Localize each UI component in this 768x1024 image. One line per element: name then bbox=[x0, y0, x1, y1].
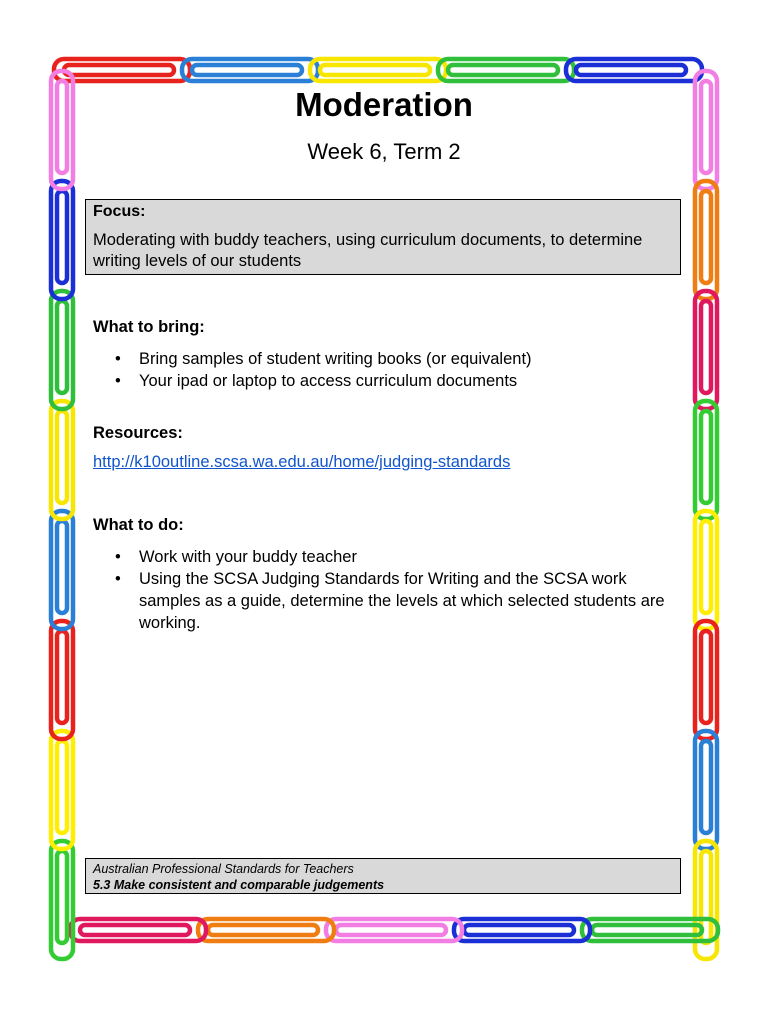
paperclip-icon bbox=[51, 621, 73, 739]
resource-link[interactable]: http://k10outline.scsa.wa.edu.au/home/judging-standards bbox=[93, 453, 511, 471]
bring-heading: What to bring: bbox=[93, 318, 205, 336]
standards-line1: Australian Professional Standards for Teachers bbox=[93, 862, 354, 876]
resources-heading: Resources: bbox=[93, 424, 183, 442]
bring-list bbox=[93, 348, 673, 392]
paperclip-icon bbox=[695, 401, 717, 519]
todo-list bbox=[93, 546, 673, 634]
paperclip-icon bbox=[51, 401, 73, 519]
paperclip-icon bbox=[438, 59, 574, 81]
paperclip-icon bbox=[51, 181, 73, 299]
paperclip-icon bbox=[70, 919, 206, 941]
list-item: • Your ipad or laptop to access curriculum documents bbox=[93, 370, 673, 392]
paperclip-icon bbox=[695, 511, 717, 629]
focus-text: Moderating with buddy teachers, using curriculum documents, to determine writing levels of our students bbox=[93, 231, 643, 270]
focus-box bbox=[85, 199, 681, 275]
paperclip-icon bbox=[51, 511, 73, 629]
focus-heading: Focus: bbox=[93, 203, 146, 220]
paperclip-icon bbox=[695, 621, 717, 739]
paperclip-icon bbox=[51, 291, 73, 409]
todo-heading: What to do: bbox=[93, 516, 184, 534]
paperclip-icon bbox=[695, 731, 717, 849]
paperclip-icon bbox=[695, 181, 717, 299]
paperclip-icon bbox=[582, 919, 718, 941]
paperclip-icon bbox=[182, 59, 318, 81]
list-item: • Using the SCSA Judging Standards for Writing and the SCSA work samples as a guide, determine the levels at which selected students are working. bbox=[93, 568, 673, 634]
page-title: Moderation bbox=[295, 86, 473, 123]
list-item: • Work with your buddy teacher bbox=[93, 546, 673, 568]
paperclip-icon bbox=[326, 919, 462, 941]
paperclip-icon bbox=[566, 59, 702, 81]
standards-box bbox=[85, 858, 681, 894]
paperclip-icon bbox=[310, 59, 446, 81]
list-item: • Bring samples of student writing books (or equivalent) bbox=[93, 348, 673, 370]
standards-line2: 5.3 Make consistent and comparable judgements bbox=[93, 878, 385, 892]
paperclip-icon bbox=[454, 919, 590, 941]
paperclip-icon bbox=[51, 731, 73, 849]
paperclip-icon bbox=[695, 291, 717, 409]
paperclip-icon bbox=[198, 919, 334, 941]
page-subtitle: Week 6, Term 2 bbox=[307, 139, 461, 164]
paperclip-icon bbox=[51, 841, 73, 959]
